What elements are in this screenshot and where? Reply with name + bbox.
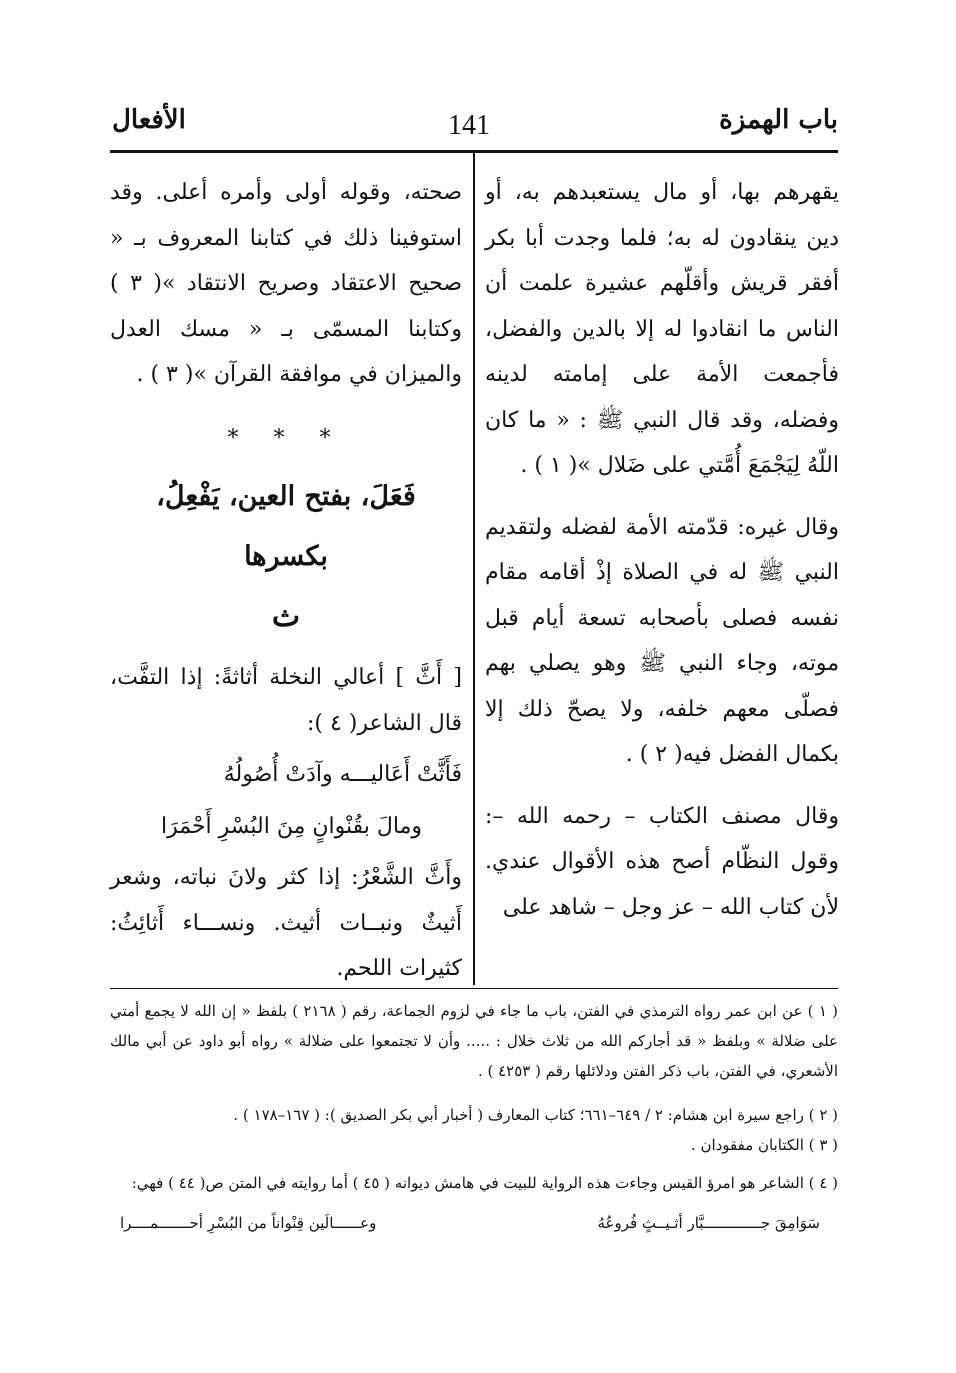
section-header: الأفعال [112, 105, 186, 135]
poem-hemistich-1: سَوَامِقَ جـــــــــــــبَّار أثـيــثٍ فُروعُهُ [597, 1214, 820, 1232]
chapter-header: باب الهمزة [719, 105, 838, 135]
footnote-3-text: ( ٣ ) الكتابان مفقودان . [690, 1136, 838, 1154]
entry-paragraph: [ أَثَّ ] أعالي النخلة أثاثةً: إذا التفَّت، قال الشاعر( ٤ ): [110, 665, 462, 736]
page-number: 141 [448, 110, 490, 141]
footnote-3 [110, 1130, 838, 1160]
footnote-1 [110, 996, 838, 1086]
right-paragraph-2: وقال غيره: قدّمته الأمة لفضله ولتقديم النبي ﷺ له في الصلاة إذْ أقامه مقام نفسه فصلى بأصحابه تسعة أيام قبل موته، وجاء النبي ﷺ وهو يصلي بهم فصلّى معهم خلفه، ولا يصحّ ذلك إلا بكمال الفضل فيه( ٢ ) . [485, 514, 839, 767]
footnote-4 [110, 1168, 838, 1198]
entry-paragraph-2: وأَثَّ الشَّعْرُ: إذا كثر ولانَ نباته، وشعر أَثيثٌ ونبــات أثيث. ونســـاء أَثائِثُ: كثيرات اللحم. [110, 865, 462, 981]
footnote-poem [120, 1208, 820, 1238]
section-title: فَعَلَ، بفتح العين، يَفْعِلُ، بكسرها [156, 481, 416, 572]
right-paragraph-3: وقال مصنف الكتاب – رحمه الله –: وقول النظّام أصح هذه الأقوال عندي. لأن كتاب الله – عز وجل – شاهد على [485, 803, 839, 920]
column-divider [473, 153, 475, 985]
footnote-1-text: ( ١ ) عن ابن عمر رواه الترمذي في الفتن، باب ما جاء في لزوم الجماعة، رقم ( ٢١٦٨ ) بلفظ « إن الله لا يجمع أمتي على ضلالة » وبلفظ « قد أجاركم الله من ثلاث خلال : ..... وأن لا تجتمعوا على ضلالة » رواه أبو داود عن أبي مالك الأشعري، في الفتن، باب ذكر الفتن ودلائلها رقم ( ٤٢٥٣ ) . [110, 1002, 838, 1080]
left-paragraph-1: صحته، وقوله أولى وأمره أعلى. وقد استوفينا ذلك في كتابنا المعروف بـ « صحيح الاعتقاد وصريح الانتقاد »( ٣ ) وكتابنا المسمّى بـ « مسك العدل والميزان في موافقة القرآن »( ٣ ) . [110, 180, 462, 387]
right-column [485, 170, 839, 930]
footnote-rule [110, 988, 838, 989]
section-separator: * * * [227, 425, 345, 451]
footnote-2-text: ( ٢ ) راجع سيرة ابن هشام: ٢ / ٦٤٩–٦٦١؛ كتاب المعارف ( أخبار أبي بكر الصديق ): ( ١٦٧–١٧٨ ) . [233, 1106, 838, 1124]
right-paragraph-1: يقهرهم بها، أو مال يستعبدهم به، أو دين ينقادون له به؛ فلما وجدت أبا بكر أفقر قريش وأقلّهم عشيرة علمت أن الناس ما انقادوا له إلا بالدين والفضل، فأجمعت الأمة على إمامته لدينه وفضله، وقد قال النبي ﷺ : « ما كان اللّهُ لِيَجْمَعَ أُمَّتي على ضَلال »( ١ ) . [485, 180, 839, 478]
verse-line-1: فَأَثَّتْ أَعَاليـــه وآدَتْ أُصُولُهُ [223, 762, 462, 787]
footnote-4-text: ( ٤ ) الشاعر هو امرؤ القيس وجاءت هذه الرواية للبيت في هامش ديوانه ( ٤٥ ) أما روايته في المتن ص( ٤٤ ) فهي: [131, 1174, 838, 1192]
footnote-2 [110, 1100, 838, 1130]
left-column [110, 170, 462, 992]
poem-hemistich-2: وعــــــالَين قِنْواناً من البُسْرِ أحـــــــمــــرا [120, 1214, 377, 1232]
verse-line-2: ومالَ بقُنْوانٍ مِنَ البُسْرِ أَحْمَرَا [160, 813, 422, 839]
letter-heading: ث [271, 599, 301, 634]
